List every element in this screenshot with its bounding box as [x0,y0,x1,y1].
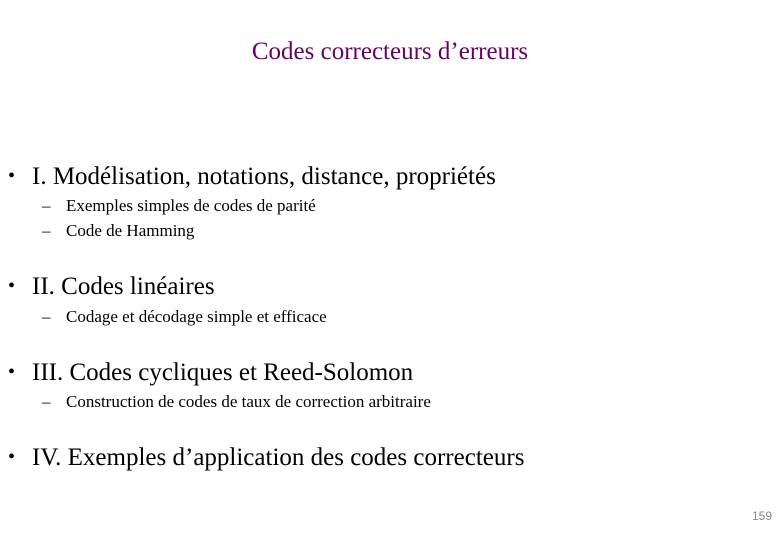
bullet-icon: • [8,165,16,187]
section-2-subitem-1-text: Codage et décodage simple et efficace [66,307,327,326]
section-3-subitem-1-text: Construction de codes de taux de correction arbitraire [66,392,431,411]
section-1-subitem-1 [42,195,316,217]
page-number: 159 [751,509,772,523]
section-4-heading-text: IV. Exemples d’application des codes correcteurs [32,444,525,471]
bullet-icon: • [8,361,16,383]
section-1-subitem-1-text: Exemples simples de codes de parité [66,196,316,215]
section-1-subitem-2 [42,220,194,242]
section-1-heading [8,161,496,192]
section-3-subitem-1 [42,391,431,413]
section-2-heading [8,271,215,302]
section-4-heading [8,442,524,473]
slide-title: Codes correcteurs d’erreurs [251,38,529,65]
section-1-subitem-2-text: Code de Hamming [66,221,195,240]
section-3-heading [8,357,413,388]
section-2-subitem-1 [42,306,327,328]
section-2-heading-text: II. Codes linéaires [32,273,215,300]
bullet-icon: • [8,275,16,297]
bullet-icon: • [8,446,16,468]
section-1-heading-text: I. Modélisation, notations, distance, propriétés [32,163,496,190]
dash-icon: – [42,196,51,215]
dash-icon: – [42,307,51,326]
dash-icon: – [42,221,51,240]
section-3-heading-text: III. Codes cycliques et Reed-Solomon [32,359,414,386]
dash-icon: – [42,392,51,411]
